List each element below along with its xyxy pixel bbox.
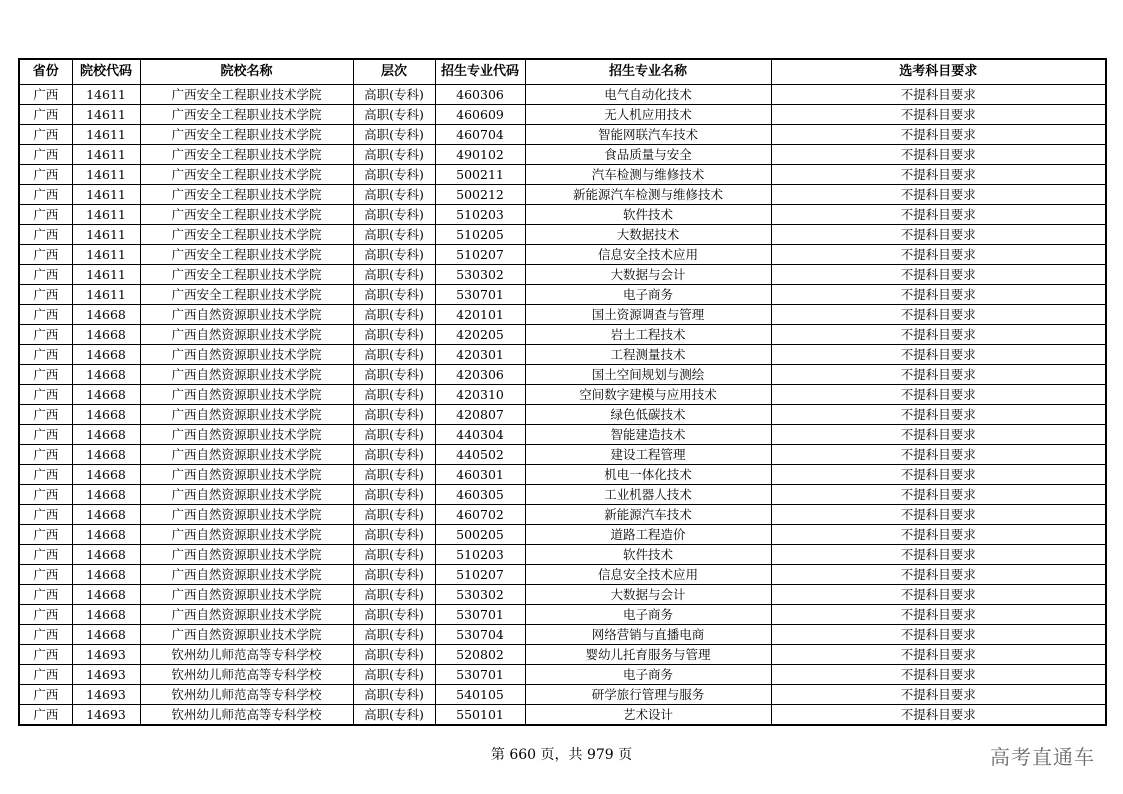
level-cell: 高职(专科) <box>353 565 435 585</box>
subject-requirement-cell: 不提科目要求 <box>771 605 1106 625</box>
school-name-cell: 钦州幼儿师范高等专科学校 <box>140 705 353 726</box>
school-code-cell: 14693 <box>72 665 140 685</box>
school-name-cell: 广西安全工程职业技术学院 <box>140 105 353 125</box>
school-name-cell: 广西安全工程职业技术学院 <box>140 85 353 105</box>
major-code-cell: 540105 <box>435 685 525 705</box>
major-code-cell: 440304 <box>435 425 525 445</box>
school-name-cell: 广西安全工程职业技术学院 <box>140 285 353 305</box>
table-row <box>19 285 1106 305</box>
table-row <box>19 165 1106 185</box>
level-cell: 高职(专科) <box>353 485 435 505</box>
school-code-cell: 14668 <box>72 325 140 345</box>
subject-requirement-cell: 不提科目要求 <box>771 525 1106 545</box>
school-name-cell: 广西自然资源职业技术学院 <box>140 365 353 385</box>
subject-requirement-cell: 不提科目要求 <box>771 125 1106 145</box>
table-row <box>19 105 1106 125</box>
major-name-cell: 电子商务 <box>525 665 771 685</box>
school-code-cell: 14668 <box>72 525 140 545</box>
table-row <box>19 225 1106 245</box>
school-code-cell: 14668 <box>72 425 140 445</box>
major-name-cell: 网络营销与直播电商 <box>525 625 771 645</box>
level-cell: 高职(专科) <box>353 625 435 645</box>
major-code-cell: 460305 <box>435 485 525 505</box>
school-code-cell: 14668 <box>72 485 140 505</box>
major-name-cell: 汽车检测与维修技术 <box>525 165 771 185</box>
subject-requirement-cell: 不提科目要求 <box>771 285 1106 305</box>
school-name-cell: 广西自然资源职业技术学院 <box>140 425 353 445</box>
school-name-cell: 广西自然资源职业技术学院 <box>140 405 353 425</box>
school-code-cell: 14668 <box>72 565 140 585</box>
school-code-cell: 14668 <box>72 385 140 405</box>
table-row <box>19 425 1106 445</box>
school-code-cell: 14611 <box>72 205 140 225</box>
subject-requirement-cell: 不提科目要求 <box>771 505 1106 525</box>
major-name-cell: 信息安全技术应用 <box>525 245 771 265</box>
province-cell: 广西 <box>19 505 72 525</box>
province-cell: 广西 <box>19 405 72 425</box>
level-cell: 高职(专科) <box>353 405 435 425</box>
major-code-cell: 500211 <box>435 165 525 185</box>
major-name-cell: 智能网联汽车技术 <box>525 125 771 145</box>
school-name-cell: 广西自然资源职业技术学院 <box>140 625 353 645</box>
level-cell: 高职(专科) <box>353 505 435 525</box>
subject-requirement-cell: 不提科目要求 <box>771 485 1106 505</box>
school-name-cell: 广西自然资源职业技术学院 <box>140 545 353 565</box>
school-name-cell: 广西自然资源职业技术学院 <box>140 605 353 625</box>
school-name-cell: 广西自然资源职业技术学院 <box>140 485 353 505</box>
major-name-cell: 工程测量技术 <box>525 345 771 365</box>
major-name-cell: 建设工程管理 <box>525 445 771 465</box>
major-code-cell: 530701 <box>435 665 525 685</box>
major-name-cell: 国土资源调查与管理 <box>525 305 771 325</box>
major-code-cell: 460306 <box>435 85 525 105</box>
header-row <box>19 59 1106 85</box>
school-name-cell: 广西自然资源职业技术学院 <box>140 445 353 465</box>
subject-requirement-cell: 不提科目要求 <box>771 705 1106 726</box>
major-name-cell: 道路工程造价 <box>525 525 771 545</box>
major-name-cell: 婴幼儿托育服务与管理 <box>525 645 771 665</box>
province-cell: 广西 <box>19 465 72 485</box>
major-code-cell: 530704 <box>435 625 525 645</box>
table-row <box>19 685 1106 705</box>
major-code-cell: 420101 <box>435 305 525 325</box>
level-cell: 高职(专科) <box>353 125 435 145</box>
major-code-cell: 550101 <box>435 705 525 726</box>
table-row <box>19 445 1106 465</box>
school-name-cell: 广西安全工程职业技术学院 <box>140 265 353 285</box>
level-cell: 高职(专科) <box>353 285 435 305</box>
subject-requirement-cell: 不提科目要求 <box>771 305 1106 325</box>
school-name-cell: 广西安全工程职业技术学院 <box>140 145 353 165</box>
level-cell: 高职(专科) <box>353 445 435 465</box>
level-cell: 高职(专科) <box>353 245 435 265</box>
province-cell: 广西 <box>19 325 72 345</box>
school-code-cell: 14611 <box>72 105 140 125</box>
level-cell: 高职(专科) <box>353 645 435 665</box>
province-cell: 广西 <box>19 685 72 705</box>
school-name-cell: 钦州幼儿师范高等专科学校 <box>140 685 353 705</box>
table-row <box>19 585 1106 605</box>
province-cell: 广西 <box>19 645 72 665</box>
major-code-cell: 520802 <box>435 645 525 665</box>
level-cell: 高职(专科) <box>353 205 435 225</box>
table-row <box>19 305 1106 325</box>
level-cell: 高职(专科) <box>353 145 435 165</box>
subject-requirement-cell: 不提科目要求 <box>771 685 1106 705</box>
table-row <box>19 385 1106 405</box>
school-code-cell: 14611 <box>72 185 140 205</box>
province-cell: 广西 <box>19 265 72 285</box>
province-cell: 广西 <box>19 585 72 605</box>
major-code-cell: 510207 <box>435 245 525 265</box>
level-cell: 高职(专科) <box>353 265 435 285</box>
level-cell: 高职(专科) <box>353 385 435 405</box>
major-code-cell: 530302 <box>435 585 525 605</box>
school-code-cell: 14668 <box>72 445 140 465</box>
province-cell: 广西 <box>19 385 72 405</box>
level-cell: 高职(专科) <box>353 685 435 705</box>
level-cell: 高职(专科) <box>353 305 435 325</box>
major-code-cell: 490102 <box>435 145 525 165</box>
header-school-name: 院校名称 <box>140 59 353 85</box>
level-cell: 高职(专科) <box>353 585 435 605</box>
major-name-cell: 工业机器人技术 <box>525 485 771 505</box>
major-name-cell: 大数据与会计 <box>525 585 771 605</box>
major-code-cell: 420301 <box>435 345 525 365</box>
major-code-cell: 530701 <box>435 605 525 625</box>
major-code-cell: 420306 <box>435 365 525 385</box>
level-cell: 高职(专科) <box>353 345 435 365</box>
major-code-cell: 460702 <box>435 505 525 525</box>
school-code-cell: 14611 <box>72 125 140 145</box>
province-cell: 广西 <box>19 225 72 245</box>
table-row <box>19 85 1106 105</box>
school-code-cell: 14668 <box>72 305 140 325</box>
subject-requirement-cell: 不提科目要求 <box>771 325 1106 345</box>
table-row <box>19 525 1106 545</box>
level-cell: 高职(专科) <box>353 605 435 625</box>
level-cell: 高职(专科) <box>353 105 435 125</box>
subject-requirement-cell: 不提科目要求 <box>771 405 1106 425</box>
subject-requirement-cell: 不提科目要求 <box>771 185 1106 205</box>
subject-requirement-cell: 不提科目要求 <box>771 625 1106 645</box>
level-cell: 高职(专科) <box>353 185 435 205</box>
school-code-cell: 14693 <box>72 645 140 665</box>
school-code-cell: 14611 <box>72 85 140 105</box>
major-name-cell: 电子商务 <box>525 605 771 625</box>
major-name-cell: 电子商务 <box>525 285 771 305</box>
major-code-cell: 420807 <box>435 405 525 425</box>
header-major-code: 招生专业代码 <box>435 59 525 85</box>
major-name-cell: 新能源汽车技术 <box>525 505 771 525</box>
subject-requirement-cell: 不提科目要求 <box>771 665 1106 685</box>
province-cell: 广西 <box>19 125 72 145</box>
province-cell: 广西 <box>19 565 72 585</box>
header-school-code: 院校代码 <box>72 59 140 85</box>
province-cell: 广西 <box>19 205 72 225</box>
province-cell: 广西 <box>19 485 72 505</box>
major-name-cell: 智能建造技术 <box>525 425 771 445</box>
table-row <box>19 705 1106 726</box>
subject-requirement-cell: 不提科目要求 <box>771 385 1106 405</box>
school-code-cell: 14611 <box>72 285 140 305</box>
school-name-cell: 广西安全工程职业技术学院 <box>140 205 353 225</box>
school-code-cell: 14668 <box>72 365 140 385</box>
table-row <box>19 505 1106 525</box>
subject-requirement-cell: 不提科目要求 <box>771 425 1106 445</box>
school-name-cell: 广西自然资源职业技术学院 <box>140 505 353 525</box>
major-code-cell: 530302 <box>435 265 525 285</box>
major-name-cell: 绿色低碳技术 <box>525 405 771 425</box>
school-name-cell: 广西安全工程职业技术学院 <box>140 125 353 145</box>
major-code-cell: 440502 <box>435 445 525 465</box>
school-name-cell: 广西安全工程职业技术学院 <box>140 245 353 265</box>
province-cell: 广西 <box>19 85 72 105</box>
table-row <box>19 625 1106 645</box>
subject-requirement-cell: 不提科目要求 <box>771 145 1106 165</box>
table-body <box>19 85 1106 726</box>
major-name-cell: 软件技术 <box>525 545 771 565</box>
subject-requirement-cell: 不提科目要求 <box>771 545 1106 565</box>
major-code-cell: 500205 <box>435 525 525 545</box>
school-name-cell: 广西自然资源职业技术学院 <box>140 385 353 405</box>
school-code-cell: 14668 <box>72 345 140 365</box>
major-name-cell: 食品质量与安全 <box>525 145 771 165</box>
subject-requirement-cell: 不提科目要求 <box>771 105 1106 125</box>
school-code-cell: 14668 <box>72 465 140 485</box>
province-cell: 广西 <box>19 445 72 465</box>
school-code-cell: 14611 <box>72 265 140 285</box>
school-name-cell: 广西安全工程职业技术学院 <box>140 225 353 245</box>
table-row <box>19 545 1106 565</box>
school-name-cell: 广西自然资源职业技术学院 <box>140 465 353 485</box>
school-code-cell: 14668 <box>72 505 140 525</box>
table-row <box>19 325 1106 345</box>
subject-requirement-cell: 不提科目要求 <box>771 445 1106 465</box>
school-code-cell: 14611 <box>72 145 140 165</box>
table-header <box>19 59 1106 85</box>
subject-requirement-cell: 不提科目要求 <box>771 225 1106 245</box>
level-cell: 高职(专科) <box>353 525 435 545</box>
major-name-cell: 软件技术 <box>525 205 771 225</box>
school-name-cell: 广西自然资源职业技术学院 <box>140 325 353 345</box>
subject-requirement-cell: 不提科目要求 <box>771 565 1106 585</box>
school-name-cell: 广西自然资源职业技术学院 <box>140 345 353 365</box>
header-subject-requirement: 选考科目要求 <box>771 59 1106 85</box>
school-name-cell: 广西自然资源职业技术学院 <box>140 525 353 545</box>
province-cell: 广西 <box>19 605 72 625</box>
major-name-cell: 新能源汽车检测与维修技术 <box>525 185 771 205</box>
subject-requirement-cell: 不提科目要求 <box>771 365 1106 385</box>
major-name-cell: 国土空间规划与测绘 <box>525 365 771 385</box>
table-row <box>19 365 1106 385</box>
table-row <box>19 665 1106 685</box>
major-name-cell: 艺术设计 <box>525 705 771 726</box>
subject-requirement-cell: 不提科目要求 <box>771 85 1106 105</box>
major-code-cell: 510205 <box>435 225 525 245</box>
major-code-cell: 460704 <box>435 125 525 145</box>
school-code-cell: 14611 <box>72 225 140 245</box>
province-cell: 广西 <box>19 145 72 165</box>
major-name-cell: 无人机应用技术 <box>525 105 771 125</box>
subject-requirement-cell: 不提科目要求 <box>771 245 1106 265</box>
major-code-cell: 420205 <box>435 325 525 345</box>
level-cell: 高职(专科) <box>353 665 435 685</box>
province-cell: 广西 <box>19 665 72 685</box>
table-row <box>19 205 1106 225</box>
province-cell: 广西 <box>19 365 72 385</box>
school-name-cell: 广西自然资源职业技术学院 <box>140 585 353 605</box>
subject-requirement-cell: 不提科目要求 <box>771 465 1106 485</box>
school-name-cell: 广西自然资源职业技术学院 <box>140 565 353 585</box>
school-name-cell: 广西安全工程职业技术学院 <box>140 185 353 205</box>
major-name-cell: 信息安全技术应用 <box>525 565 771 585</box>
school-code-cell: 14611 <box>72 245 140 265</box>
school-name-cell: 广西自然资源职业技术学院 <box>140 305 353 325</box>
header-level: 层次 <box>353 59 435 85</box>
school-name-cell: 钦州幼儿师范高等专科学校 <box>140 645 353 665</box>
major-name-cell: 大数据与会计 <box>525 265 771 285</box>
school-code-cell: 14668 <box>72 545 140 565</box>
subject-requirement-cell: 不提科目要求 <box>771 345 1106 365</box>
table-row <box>19 605 1106 625</box>
major-name-cell: 岩土工程技术 <box>525 325 771 345</box>
major-name-cell: 研学旅行管理与服务 <box>525 685 771 705</box>
subject-requirement-cell: 不提科目要求 <box>771 165 1106 185</box>
province-cell: 广西 <box>19 545 72 565</box>
province-cell: 广西 <box>19 165 72 185</box>
level-cell: 高职(专科) <box>353 545 435 565</box>
table-row <box>19 405 1106 425</box>
province-cell: 广西 <box>19 525 72 545</box>
level-cell: 高职(专科) <box>353 165 435 185</box>
header-province: 省份 <box>19 59 72 85</box>
province-cell: 广西 <box>19 345 72 365</box>
page-number: 第 660 页，共 979 页 <box>490 747 633 763</box>
subject-requirement-cell: 不提科目要求 <box>771 585 1106 605</box>
school-name-cell: 广西安全工程职业技术学院 <box>140 165 353 185</box>
major-code-cell: 510207 <box>435 565 525 585</box>
major-code-cell: 460609 <box>435 105 525 125</box>
level-cell: 高职(专科) <box>353 465 435 485</box>
level-cell: 高职(专科) <box>353 225 435 245</box>
province-cell: 广西 <box>19 245 72 265</box>
level-cell: 高职(专科) <box>353 85 435 105</box>
admission-table <box>18 58 1107 726</box>
province-cell: 广西 <box>19 285 72 305</box>
subject-requirement-cell: 不提科目要求 <box>771 645 1106 665</box>
major-name-cell: 机电一体化技术 <box>525 465 771 485</box>
major-code-cell: 420310 <box>435 385 525 405</box>
major-name-cell: 空间数字建模与应用技术 <box>525 385 771 405</box>
major-code-cell: 510203 <box>435 205 525 225</box>
major-code-cell: 530701 <box>435 285 525 305</box>
major-code-cell: 510203 <box>435 545 525 565</box>
level-cell: 高职(专科) <box>353 705 435 726</box>
major-name-cell: 大数据技术 <box>525 225 771 245</box>
table-row <box>19 265 1106 285</box>
school-code-cell: 14668 <box>72 405 140 425</box>
major-name-cell: 电气自动化技术 <box>525 85 771 105</box>
watermark: 高考直通车 <box>990 745 1095 769</box>
table-row <box>19 145 1106 165</box>
table-row <box>19 125 1106 145</box>
school-code-cell: 14693 <box>72 685 140 705</box>
province-cell: 广西 <box>19 705 72 726</box>
table-row <box>19 485 1106 505</box>
province-cell: 广西 <box>19 625 72 645</box>
level-cell: 高职(专科) <box>353 325 435 345</box>
major-code-cell: 500212 <box>435 185 525 205</box>
table-row <box>19 565 1106 585</box>
school-code-cell: 14668 <box>72 585 140 605</box>
table-row <box>19 245 1106 265</box>
province-cell: 广西 <box>19 185 72 205</box>
province-cell: 广西 <box>19 305 72 325</box>
subject-requirement-cell: 不提科目要求 <box>771 205 1106 225</box>
table-row <box>19 345 1106 365</box>
school-code-cell: 14668 <box>72 605 140 625</box>
school-code-cell: 14668 <box>72 625 140 645</box>
province-cell: 广西 <box>19 425 72 445</box>
school-code-cell: 14693 <box>72 705 140 726</box>
major-code-cell: 460301 <box>435 465 525 485</box>
table-row <box>19 465 1106 485</box>
level-cell: 高职(专科) <box>353 365 435 385</box>
table-row <box>19 185 1106 205</box>
table-row <box>19 645 1106 665</box>
header-major-name: 招生专业名称 <box>525 59 771 85</box>
school-code-cell: 14611 <box>72 165 140 185</box>
level-cell: 高职(专科) <box>353 425 435 445</box>
school-name-cell: 钦州幼儿师范高等专科学校 <box>140 665 353 685</box>
province-cell: 广西 <box>19 105 72 125</box>
subject-requirement-cell: 不提科目要求 <box>771 265 1106 285</box>
